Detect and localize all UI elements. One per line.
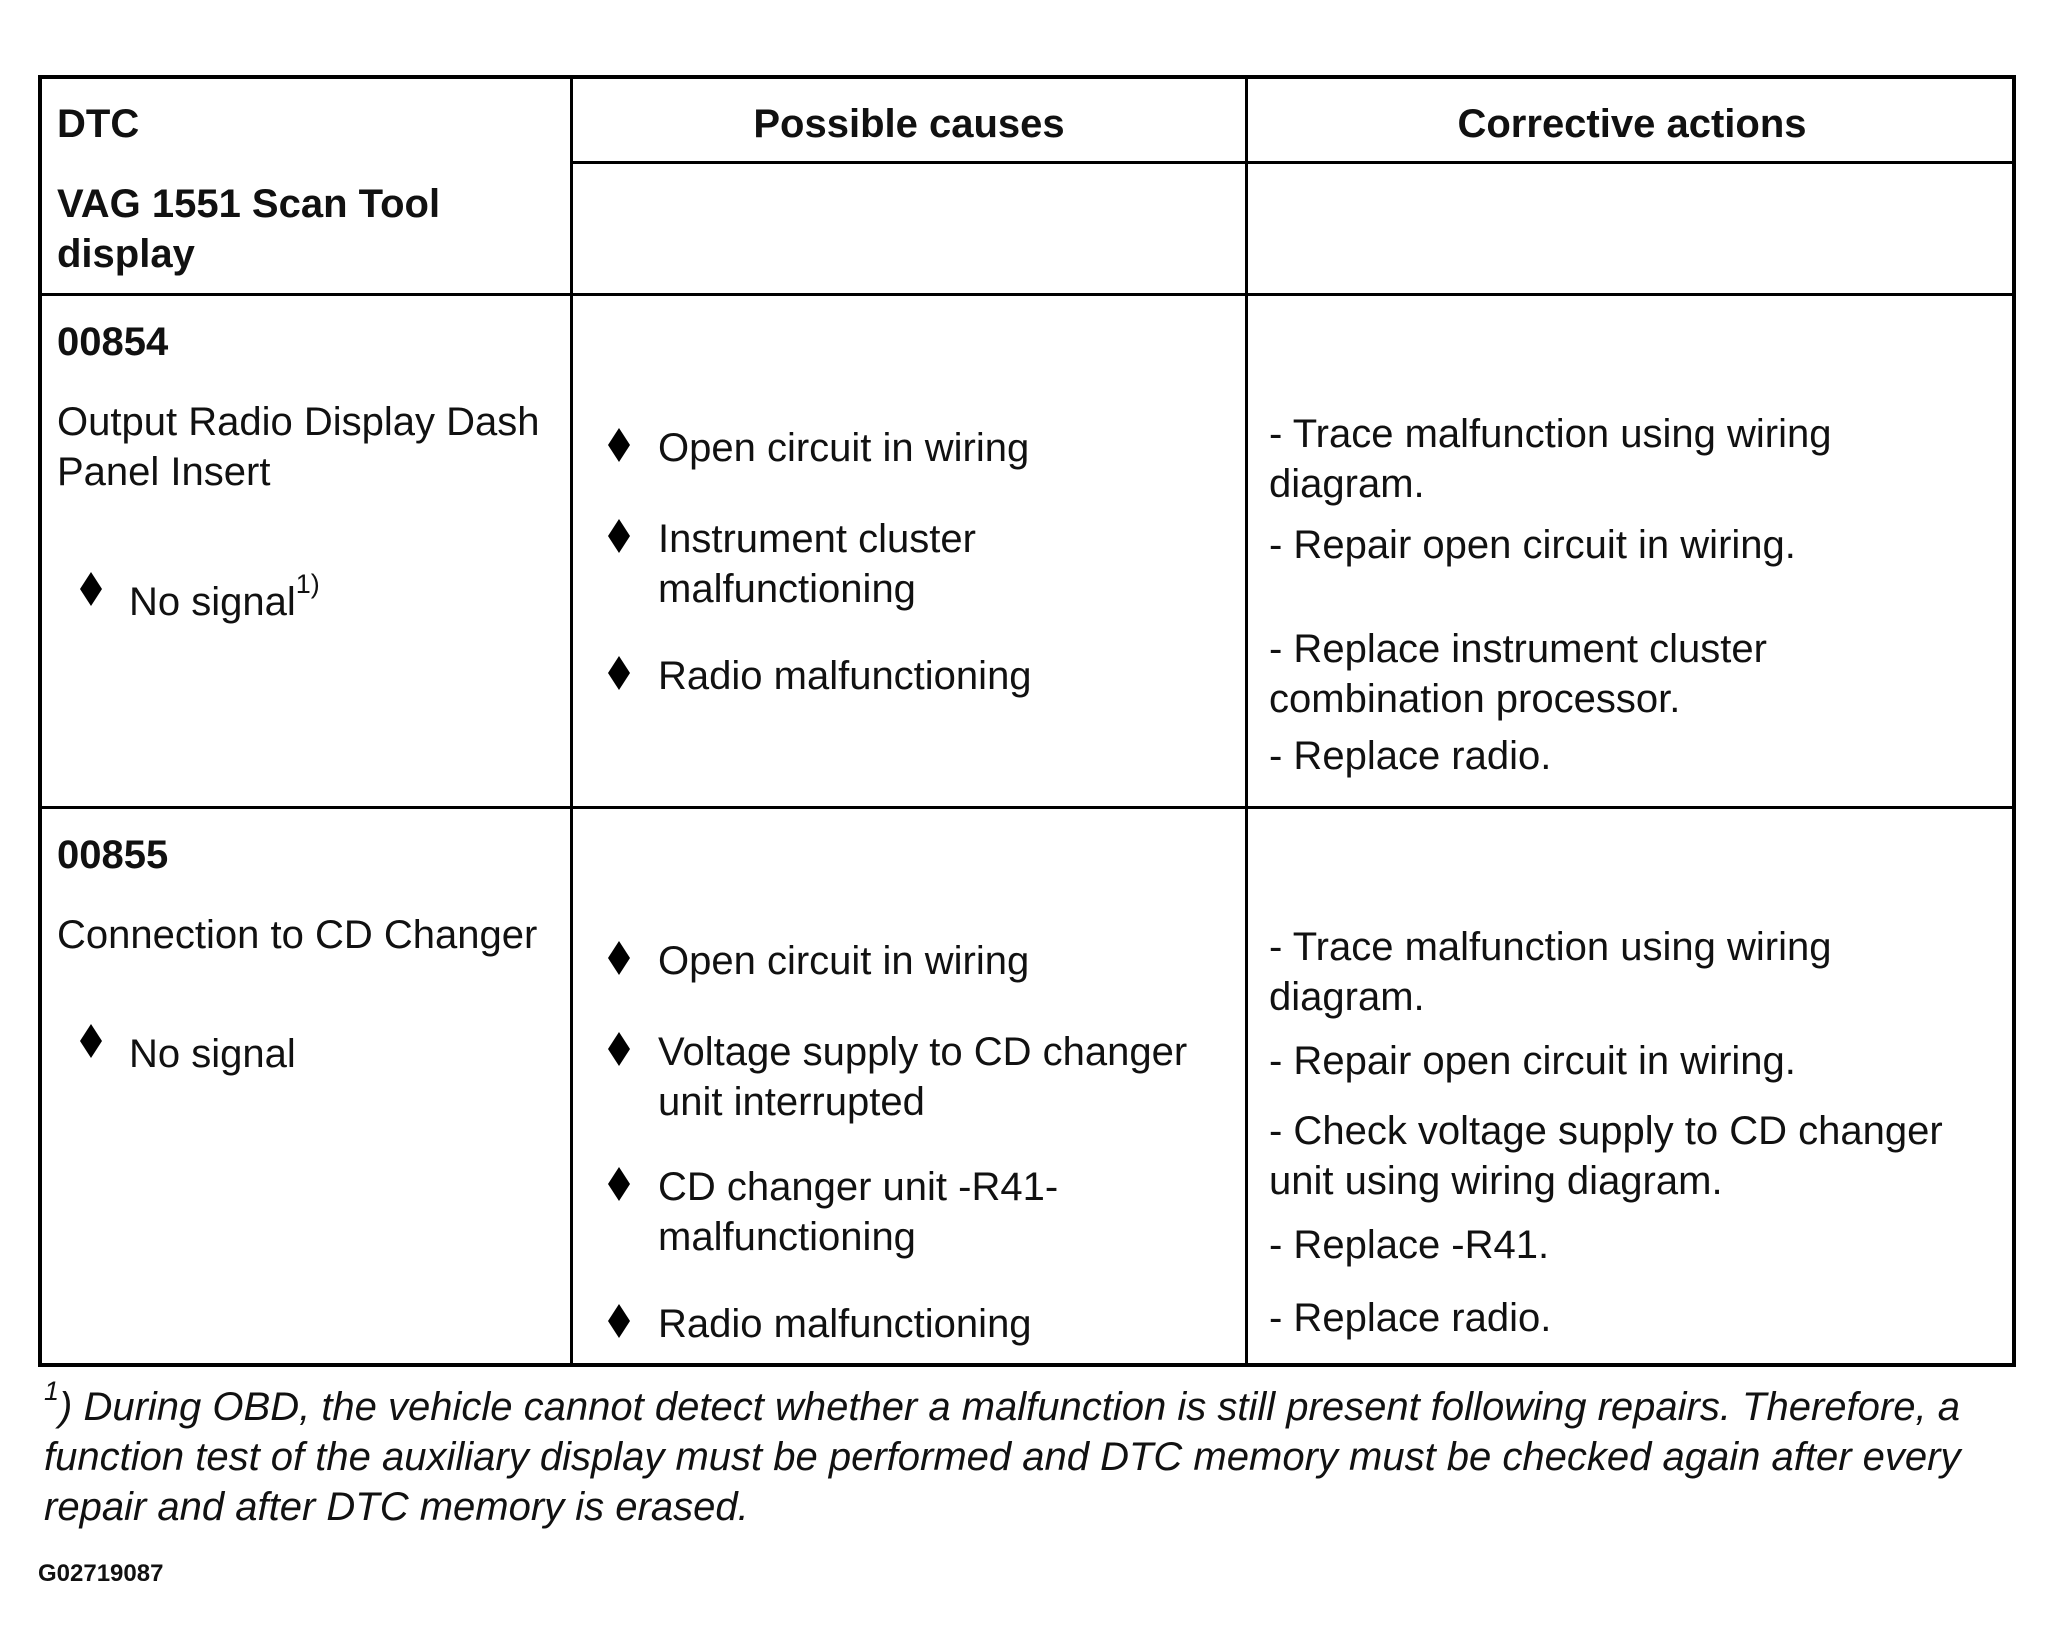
header-possible-causes: Possible causes (753, 102, 1065, 146)
cause-line: unit interrupted (658, 1080, 925, 1124)
dtc-code: 00855 (57, 833, 169, 877)
cause-line: Voltage supply to CD changer (658, 1030, 1188, 1074)
action-line: - Replace -R41. (1269, 1223, 1550, 1267)
diamond-bullet-icon (608, 428, 630, 462)
figure-code: G02719087 (38, 1560, 164, 1587)
action-line: - Replace instrument cluster (1269, 627, 1767, 671)
action-line: diagram. (1269, 975, 1425, 1019)
cause-line: Open circuit in wiring (658, 939, 1030, 983)
diamond-bullet-icon (80, 1024, 102, 1058)
header-scan-tool-line2: display (57, 232, 195, 276)
header-dtc: DTC (57, 102, 140, 146)
action-line: combination processor. (1269, 677, 1681, 721)
cause-line: Open circuit in wiring (658, 426, 1030, 470)
signal-condition (129, 569, 320, 627)
cause-line: malfunctioning (658, 567, 916, 611)
signal-text: No signal (129, 580, 296, 624)
diamond-bullet-icon (80, 572, 102, 606)
dtc-table (38, 75, 2016, 1367)
footnote-line (44, 1376, 1960, 1432)
signal-text: No signal (129, 1032, 296, 1076)
action-line: - Replace radio. (1269, 734, 1552, 778)
action-line: - Replace radio. (1269, 1296, 1552, 1340)
action-line: - Repair open circuit in wiring. (1269, 1039, 1796, 1083)
column-divider (570, 79, 573, 1363)
dtc-description-line: Output Radio Display Dash (57, 400, 540, 444)
cause-line: Radio malfunctioning (658, 654, 1032, 698)
dtc-description-line: Panel Insert (57, 450, 271, 494)
column-divider (1245, 79, 1248, 1363)
action-line: unit using wiring diagram. (1269, 1159, 1723, 1203)
action-line: diagram. (1269, 462, 1425, 506)
action-line: - Trace malfunction using wiring (1269, 412, 1832, 456)
action-line: - Check voltage supply to CD changer (1269, 1109, 1943, 1153)
diamond-bullet-icon (608, 656, 630, 690)
action-line: - Trace malfunction using wiring (1269, 925, 1832, 969)
diamond-bullet-icon (608, 941, 630, 975)
header-divider (570, 161, 2012, 164)
cause-line: Radio malfunctioning (658, 1302, 1032, 1346)
cause-line: Instrument cluster (658, 517, 976, 561)
diamond-bullet-icon (608, 519, 630, 553)
footnote-text: ) During OBD, the vehicle cannot detect whether a malfunction is still present following repairs. Therefore, a (59, 1385, 1960, 1429)
dtc-description-line: Connection to CD Changer (57, 913, 538, 957)
footnote-ref: 1) (295, 569, 320, 599)
footnote (44, 1376, 1961, 1532)
row-divider (42, 806, 2012, 809)
action-line: - Repair open circuit in wiring. (1269, 523, 1796, 567)
diamond-bullet-icon (608, 1167, 630, 1201)
cause-line: CD changer unit -R41- (658, 1165, 1059, 1209)
dtc-code: 00854 (57, 320, 169, 364)
diamond-bullet-icon (608, 1032, 630, 1066)
footnote-line: repair and after DTC memory is erased. (44, 1485, 749, 1529)
header-corrective-actions: Corrective actions (1457, 102, 1807, 146)
header-scan-tool-line1: VAG 1551 Scan Tool (57, 182, 441, 226)
diamond-bullet-icon (608, 1304, 630, 1338)
row-divider (42, 293, 2012, 296)
footnote-marker: 1 (44, 1376, 60, 1406)
footnote-line: function test of the auxiliary display must be performed and DTC memory must be checked again after every (44, 1435, 1961, 1479)
cause-line: malfunctioning (658, 1215, 916, 1259)
